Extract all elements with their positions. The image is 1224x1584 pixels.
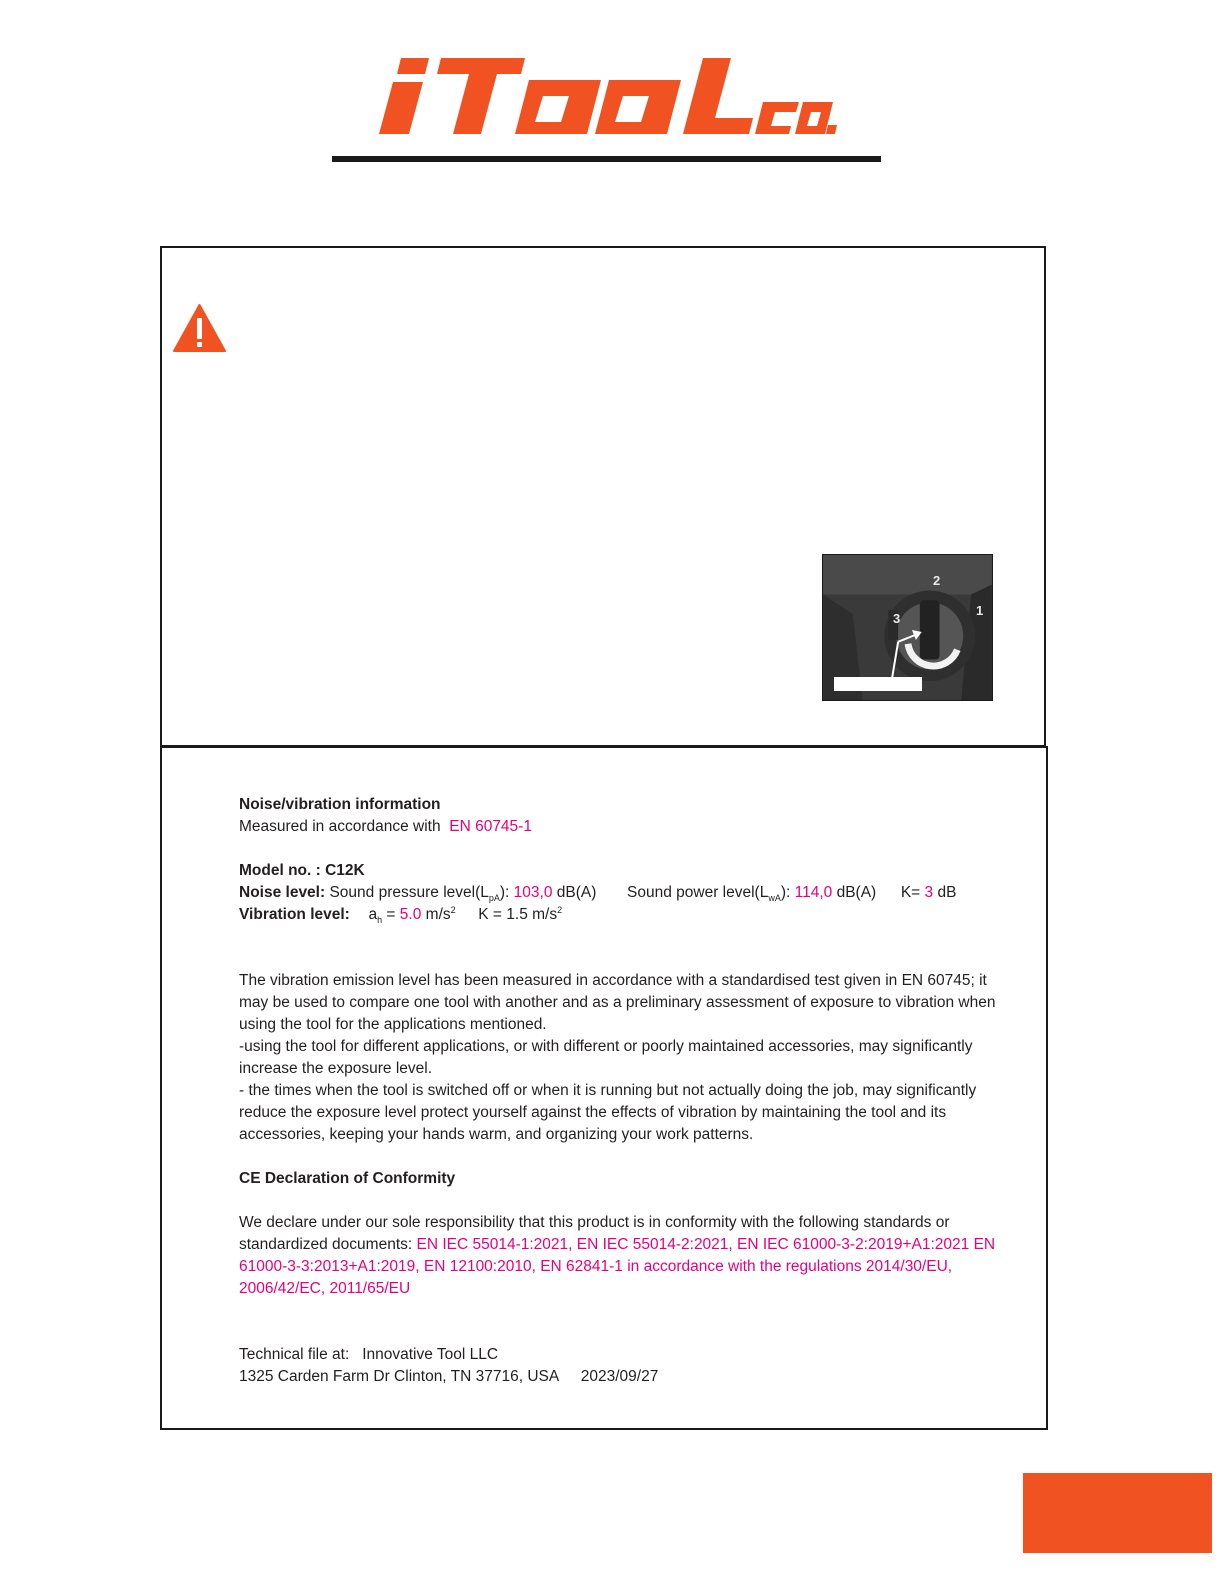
dial-number-3: 3 xyxy=(893,611,901,626)
ah-symbol: $a_h$ xyxy=(368,906,383,926)
ce-declaration-prefix: We declare under our sole responsibility that this product is in conformity with the following standards or standardized documents: xyxy=(239,1214,950,1253)
technical-file-company: Innovative Tool LLC xyxy=(362,1346,499,1363)
vibration-paragraph-1: The vibration emission level has been measured in accordance with a standardised test given in EN 60745; it may be used to compare one tool with another and as a preliminary assessment of exposure to vibration when using the tool for the applications mentioned. xyxy=(239,972,996,1033)
noise-vibration-heading: Noise/vibration information xyxy=(239,796,441,813)
technical-file-date: 2023/09/27 xyxy=(580,1368,659,1385)
header-divider xyxy=(332,156,881,162)
technical-file-label: Technical file at: xyxy=(239,1346,350,1363)
vibration-level-line xyxy=(239,904,999,926)
vibration-paragraph-2: -using the tool for different applications, or with different or poorly maintained accessories, may significantly increase the exposure level. xyxy=(239,1038,973,1077)
address-line xyxy=(239,1366,999,1388)
measured-line xyxy=(239,816,999,838)
sound-power-unit: dB(A) xyxy=(836,884,877,901)
noise-level-line xyxy=(239,882,999,904)
noise-label: Noise level: xyxy=(239,884,326,901)
sound-power-label: Sound power $level(L_{wA})$: xyxy=(627,884,791,904)
technical-file-address: 1325 Carden Farm Dr Clinton, TN 37716, USA xyxy=(239,1368,560,1385)
page-corner-tab xyxy=(1023,1473,1212,1553)
measured-standard: EN 60745-1 xyxy=(449,818,532,835)
conformity-content xyxy=(239,794,999,1388)
ah-value: 5.0 xyxy=(399,906,422,923)
technical-file-line xyxy=(239,1344,999,1366)
mode-dial-photo xyxy=(822,554,993,701)
ah-unit: $m/s^2$ xyxy=(425,904,456,923)
ce-standards: EN IEC 55014-1:2021, EN IEC 55014-2:2021, EN IEC 61000-3-2:2019+A1:2021 EN 61000-3-3:2013+A1:2019, EN 12100:2010, EN 62841-1 in accordance with the regulations 2014/30/EU, 2006/42/EC, 2011/65/EU xyxy=(239,1236,996,1297)
k-value: 3 xyxy=(924,884,934,901)
sound-pressure-value: 103,0 xyxy=(513,884,553,901)
warning-triangle-icon xyxy=(173,304,226,352)
ce-heading: CE Declaration of Conformity xyxy=(239,1170,456,1187)
k-vibration: K = 1.5 $m/s^2$ xyxy=(478,904,563,923)
sound-pressure-unit: dB(A) xyxy=(556,884,597,901)
ah-equals: = xyxy=(386,906,396,923)
k-label: K= xyxy=(900,884,921,901)
model-number: Model no. : C12K xyxy=(239,862,365,879)
k-unit: dB xyxy=(937,884,957,901)
vibration-label: Vibration level: xyxy=(239,906,350,923)
dial-number-1: 1 xyxy=(976,603,984,618)
sound-power-value: 114,0 xyxy=(794,884,833,901)
vibration-paragraph-3: - the times when the tool is switched off or when it is running but not actually doing the job, may significantly reduce the exposure level protect yourself against the effects of vibration by maintaining the tool and its accessories, keeping your hands warm, and organizing your work patterns. xyxy=(239,1082,977,1143)
dial-number-2: 2 xyxy=(933,573,941,588)
brand-logo xyxy=(375,52,840,142)
photo-label-patch xyxy=(834,677,922,691)
measured-prefix: Measured in accordance with xyxy=(239,818,441,835)
sound-pressure-label: Sound pressure $level(L_{pA})$: xyxy=(329,884,510,904)
itoolco-logo-graphic xyxy=(375,52,840,142)
ce-declaration xyxy=(239,1212,999,1300)
